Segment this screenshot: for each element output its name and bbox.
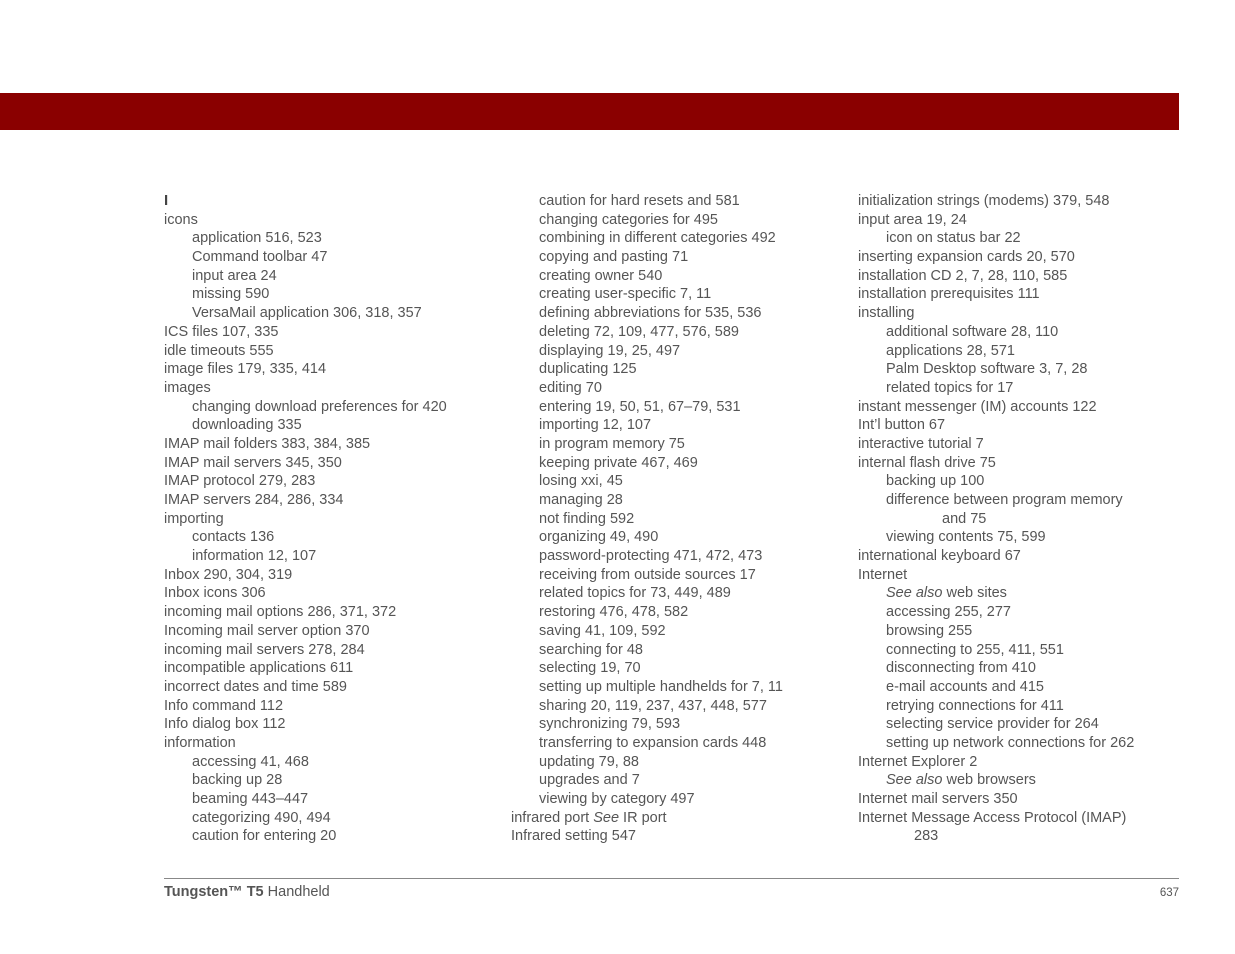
entry-text: Command toolbar 47 — [192, 249, 328, 266]
index-subentry — [858, 827, 1179, 846]
entry-text: retrying connections for 411 — [886, 697, 1064, 714]
entry-text: information — [164, 734, 236, 751]
entry-text: incompatible applications 611 — [164, 660, 354, 677]
index-subentry — [511, 192, 841, 211]
index-subentry — [511, 211, 841, 230]
entry-text: Internet Message Access Protocol (IMAP) — [858, 809, 1127, 826]
index-subentry — [511, 267, 841, 286]
entry-text: searching for 48 — [539, 641, 643, 658]
entry-text: I — [164, 192, 169, 209]
entry-text: downloading 335 — [192, 417, 302, 434]
index-subentry — [511, 342, 841, 361]
entry-text: backing up 28 — [192, 772, 283, 789]
entry-text: displaying 19, 25, 497 — [539, 342, 681, 359]
entry-text: backing up 100 — [886, 473, 985, 490]
entry-text: in program memory 75 — [539, 435, 685, 452]
index-entry — [164, 734, 504, 753]
index-entry — [164, 510, 504, 529]
entry-text: keeping private 467, 469 — [539, 454, 698, 471]
entry-text: 283 — [914, 828, 939, 845]
index-subentry — [164, 827, 504, 846]
entry-text: selecting service provider for 264 — [886, 716, 1099, 733]
entry-text: caution for entering 20 — [192, 828, 337, 845]
index-entry — [164, 603, 504, 622]
index-subentry — [164, 248, 504, 267]
entry-text: creating owner 540 — [539, 267, 663, 284]
entry-text: interactive tutorial 7 — [858, 435, 984, 452]
index-entry — [164, 211, 504, 230]
entry-text: IMAP mail folders 383, 384, 385 — [164, 435, 371, 452]
entry-text: IMAP mail servers 345, 350 — [164, 454, 342, 471]
entry-text: connecting to 255, 411, 551 — [886, 641, 1064, 658]
entry-text: changing categories for 495 — [539, 211, 718, 228]
entry-text: input area 24 — [192, 267, 277, 284]
index-entry — [164, 566, 504, 585]
index-subentry — [858, 641, 1179, 660]
index-subentry — [164, 790, 504, 809]
index-subentry — [511, 248, 841, 267]
index-entry — [858, 790, 1179, 809]
index-subentry — [511, 491, 841, 510]
entry-text: additional software 28, 110 — [886, 323, 1059, 340]
index-subentry — [511, 323, 841, 342]
entry-text: application 516, 523 — [192, 230, 322, 247]
index-column-1 — [164, 192, 504, 846]
entry-text: instant messenger (IM) accounts 122 — [858, 398, 1097, 415]
entry-text: setting up network connections for 262 — [886, 734, 1135, 751]
cross-reference-label: See also — [886, 772, 943, 789]
entry-text: VersaMail application 306, 318, 357 — [192, 305, 422, 322]
index-subentry — [858, 323, 1179, 342]
entry-text: ICS files 107, 335 — [164, 323, 279, 340]
index-entry — [511, 809, 841, 828]
index-subentry — [164, 398, 504, 417]
entry-text: defining abbreviations for 535, 536 — [539, 305, 762, 322]
entry-text: related topics for 73, 449, 489 — [539, 585, 731, 602]
entry-text: selecting 19, 70 — [539, 660, 641, 677]
entry-text: disconnecting from 410 — [886, 660, 1036, 677]
index-subentry — [858, 229, 1179, 248]
entry-text: combining in different categories 492 — [539, 230, 776, 247]
index-subentry — [164, 771, 504, 790]
entry-text: international keyboard 67 — [858, 548, 1021, 565]
entry-text: incoming mail servers 278, 284 — [164, 641, 365, 658]
entry-text: upgrades and 7 — [539, 772, 640, 789]
entry-text: copying and pasting 71 — [539, 249, 689, 266]
index-subentry — [858, 379, 1179, 398]
index-subentry — [511, 547, 841, 566]
index-subentry — [511, 622, 841, 641]
index-subentry — [511, 566, 841, 585]
entry-text: infrared port — [511, 809, 594, 826]
entry-text: icons — [164, 211, 198, 228]
entry-text: Int’l button 67 — [858, 417, 946, 434]
index-subentry — [511, 603, 841, 622]
entry-text: IMAP protocol 279, 283 — [164, 473, 316, 490]
index-subentry — [511, 697, 841, 716]
index-subentry — [511, 379, 841, 398]
footer-product-name — [164, 884, 330, 900]
index-subentry — [164, 304, 504, 323]
entry-text: viewing contents 75, 599 — [886, 529, 1046, 546]
index-entry — [858, 753, 1179, 772]
index-entry — [858, 809, 1179, 828]
entry-text: Info dialog box 112 — [164, 716, 286, 733]
index-subentry — [511, 678, 841, 697]
index-subentry — [511, 454, 841, 473]
entry-text: transferring to expansion cards 448 — [539, 734, 767, 751]
entry-text: internal flash drive 75 — [858, 454, 996, 471]
index-column-2 — [511, 192, 841, 846]
entry-text: viewing by category 497 — [539, 791, 695, 807]
entry-text: difference between program memory — [886, 492, 1123, 508]
index-entry — [164, 491, 504, 510]
index-entry — [164, 659, 504, 678]
entry-text: information 12, 107 — [192, 548, 317, 565]
entry-text: input area 19, 24 — [858, 211, 967, 228]
entry-text: Palm Desktop software 3, 7, 28 — [886, 361, 1088, 378]
index-entry — [164, 379, 504, 398]
index-subentry — [164, 528, 504, 547]
entry-text: incorrect dates and time 589 — [164, 678, 347, 695]
entry-text: updating 79, 88 — [539, 753, 639, 770]
cross-reference-label: See — [593, 809, 620, 826]
index-subentry — [164, 547, 504, 566]
index-entry — [164, 715, 504, 734]
index-entry — [164, 342, 504, 361]
index-entry — [164, 454, 504, 473]
index-subentry — [511, 790, 841, 809]
index-subentry — [511, 416, 841, 435]
index-subentry — [511, 734, 841, 753]
entry-text: installation prerequisites 111 — [858, 286, 1040, 303]
index-subentry — [511, 510, 841, 529]
index-entry — [858, 416, 1179, 435]
index-subentry — [164, 753, 504, 772]
index-entry — [858, 248, 1179, 267]
entry-text: accessing 41, 468 — [192, 753, 309, 770]
entry-text: importing — [164, 510, 224, 527]
index-entry — [858, 304, 1179, 323]
cross-reference-label: See also — [886, 585, 943, 602]
entry-text: Incoming mail server option 370 — [164, 622, 370, 639]
entry-text: and 75 — [942, 510, 987, 527]
entry-text: accessing 255, 277 — [886, 604, 1011, 621]
entry-text: importing 12, 107 — [539, 417, 652, 434]
index-subentry — [164, 416, 504, 435]
index-entry — [858, 547, 1179, 566]
index-subentry — [511, 528, 841, 547]
index-entry — [858, 285, 1179, 304]
entry-text: duplicating 125 — [539, 361, 637, 378]
entry-text: installing — [858, 305, 915, 322]
index-entry — [858, 211, 1179, 230]
index-subentry — [511, 659, 841, 678]
entry-text: incoming mail options 286, 371, 372 — [164, 604, 397, 621]
index-subentry — [858, 342, 1179, 361]
index-subentry — [164, 809, 504, 828]
entry-text: missing 590 — [192, 286, 270, 303]
index-section-letter — [164, 192, 504, 211]
index-subentry — [511, 285, 841, 304]
index-entry — [858, 566, 1179, 585]
footer-product-bold: Tungsten™ T5 — [164, 884, 264, 900]
index-subentry — [511, 229, 841, 248]
cross-reference-target: web browsers — [942, 772, 1036, 789]
entry-text: related topics for 17 — [886, 379, 1014, 396]
entry-text: applications 28, 571 — [886, 342, 1015, 359]
index-subentry — [858, 771, 1179, 790]
index-subentry — [511, 472, 841, 491]
entry-text: images — [164, 379, 211, 396]
index-entry — [858, 454, 1179, 473]
entry-text: caution for hard resets and 581 — [539, 193, 740, 209]
index-subentry — [858, 659, 1179, 678]
entry-text: creating user-specific 7, 11 — [539, 286, 712, 303]
index-subentry — [858, 491, 1179, 510]
entry-text: changing download preferences for 420 — [192, 398, 447, 415]
index-subentry — [858, 510, 1179, 529]
index-subentry — [858, 678, 1179, 697]
index-entry — [164, 584, 504, 603]
entry-text: deleting 72, 109, 477, 576, 589 — [539, 323, 739, 340]
entry-text: beaming 443–447 — [192, 791, 309, 807]
index-entry — [511, 827, 841, 846]
entry-text: image files 179, 335, 414 — [164, 361, 327, 378]
entry-text: categorizing 490, 494 — [192, 809, 331, 826]
index-subentry — [164, 285, 504, 304]
entry-text: idle timeouts 555 — [164, 342, 274, 359]
index-subentry — [511, 715, 841, 734]
index-entry — [164, 678, 504, 697]
index-subentry — [858, 528, 1179, 547]
entry-text: installation CD 2, 7, 28, 110, 585 — [858, 267, 1068, 284]
entry-text: receiving from outside sources 17 — [539, 566, 756, 583]
index-subentry — [511, 398, 841, 417]
index-entry — [858, 192, 1179, 211]
index-entry — [858, 435, 1179, 454]
index-entry — [164, 323, 504, 342]
entry-text: restoring 476, 478, 582 — [539, 604, 689, 621]
index-subentry — [858, 360, 1179, 379]
entry-text: editing 70 — [539, 379, 602, 396]
entry-text: password-protecting 471, 472, 473 — [539, 548, 763, 565]
entry-text: Info command 112 — [164, 697, 284, 714]
index-entry — [164, 435, 504, 454]
index-subentry — [511, 641, 841, 660]
index-subentry — [858, 584, 1179, 603]
entry-text: Infrared setting 547 — [511, 828, 636, 845]
entry-text: Inbox 290, 304, 319 — [164, 566, 293, 583]
index-subentry — [858, 472, 1179, 491]
cross-reference-target: IR port — [619, 809, 667, 826]
entry-text: entering 19, 50, 51, 67–79, 531 — [539, 398, 741, 415]
index-subentry — [164, 229, 504, 248]
entry-text: not finding 592 — [539, 510, 635, 527]
entry-text: Internet mail servers 350 — [858, 791, 1018, 807]
footer-product-rest: Handheld — [263, 884, 330, 900]
index-entry — [164, 472, 504, 491]
index-column-3 — [858, 192, 1179, 846]
entry-text: contacts 136 — [192, 529, 275, 546]
index-entry — [164, 697, 504, 716]
entry-text: managing 28 — [539, 492, 623, 508]
entry-text: IMAP servers 284, 286, 334 — [164, 492, 344, 508]
entry-text: losing xxi, 45 — [539, 473, 623, 490]
index-entry — [164, 641, 504, 660]
index-subentry — [511, 584, 841, 603]
entry-text: initialization strings (modems) 379, 548 — [858, 193, 1110, 209]
entry-text: Internet Explorer 2 — [858, 753, 978, 770]
index-subentry — [164, 267, 504, 286]
index-subentry — [858, 622, 1179, 641]
entry-text: e-mail accounts and 415 — [886, 678, 1044, 695]
page-number: 637 — [1159, 887, 1179, 899]
index-entry — [858, 267, 1179, 286]
index-entry — [858, 398, 1179, 417]
index-subentry — [511, 771, 841, 790]
entry-text: sharing 20, 119, 237, 437, 448, 577 — [539, 697, 767, 714]
index-subentry — [511, 304, 841, 323]
index-subentry — [858, 697, 1179, 716]
entry-text: Internet — [858, 566, 908, 583]
index-subentry — [858, 715, 1179, 734]
index-subentry — [511, 753, 841, 772]
entry-text: inserting expansion cards 20, 570 — [858, 249, 1075, 266]
entry-text: setting up multiple handhelds for 7, 11 — [539, 678, 783, 695]
index-subentry — [511, 360, 841, 379]
entry-text: saving 41, 109, 592 — [539, 622, 666, 639]
index-entry — [164, 360, 504, 379]
entry-text: organizing 49, 490 — [539, 529, 659, 546]
entry-text: Inbox icons 306 — [164, 585, 266, 602]
cross-reference-target: web sites — [942, 585, 1007, 602]
index-subentry — [858, 603, 1179, 622]
index-subentry — [511, 435, 841, 454]
entry-text: browsing 255 — [886, 622, 973, 639]
entry-text: icon on status bar 22 — [886, 230, 1021, 247]
index-subentry — [858, 734, 1179, 753]
index-entry — [164, 622, 504, 641]
footer-rule — [164, 878, 1179, 879]
entry-text: synchronizing 79, 593 — [539, 716, 681, 733]
header-band — [0, 93, 1179, 130]
